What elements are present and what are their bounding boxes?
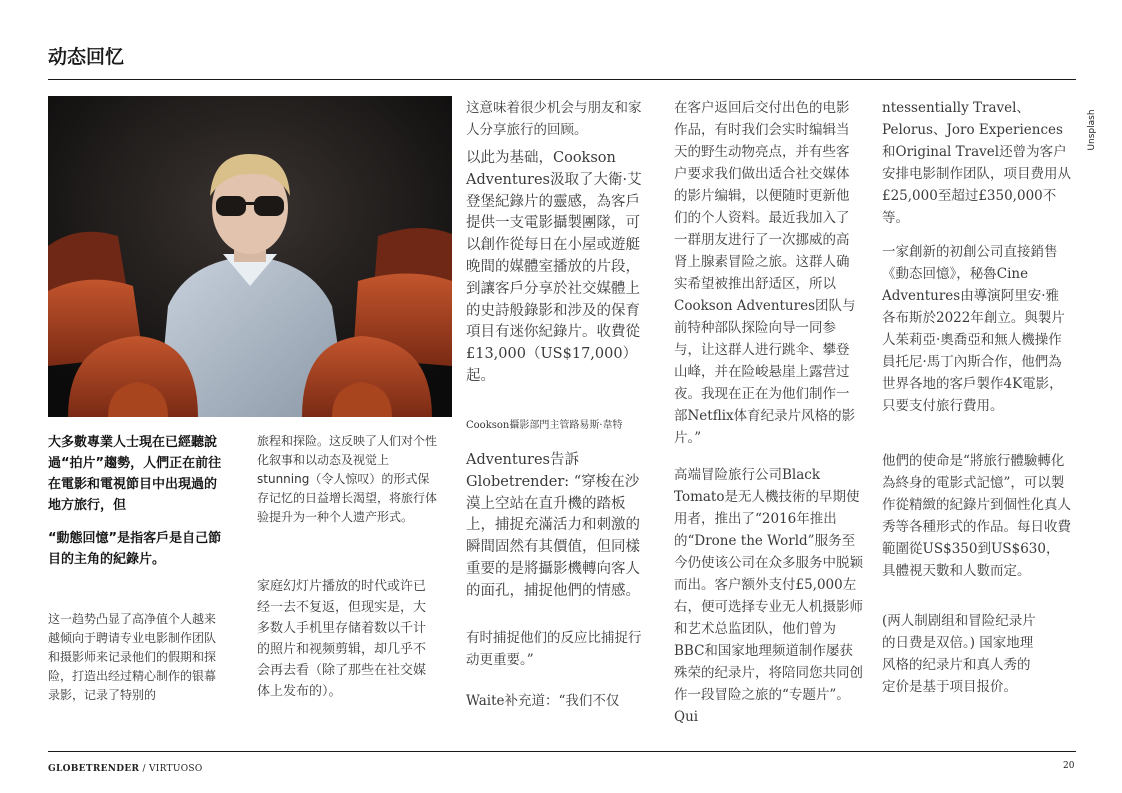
- page-title: 动态回忆: [48, 46, 125, 68]
- photo-credit-label: Unsplash: [1087, 109, 1097, 151]
- col3-para-5: Waite补充道：“我们不仅: [466, 693, 620, 709]
- col4-para-2: 高端冒险旅行公司Black Tomato是无人機技術的早期使用者，推出了“2016年推出的“Drone the World”服务至今仍使该公司在众多服务中脱颖而出。客户额外支付£5,000左右，便可选择专业无人机摄影师和艺术总监团队，他们曾为BBC和国家地理频道制作屡获殊荣的纪录片，将陪同您共同创作一段冒险之旅的“专题片”。Qui: [674, 467, 863, 725]
- page-number: 20: [1063, 761, 1075, 771]
- col5-para-2: 一家創新的初創公司直接銷售《動态回憶》，秘魯Cine Adventures由導演阿里安·雅各布斯於2022年創立。與製片人茱莉亞·奧喬亞和無人機操作員托尼·馬丁內斯合作，他們為世界各地的客戶製作4K電影，只要支付旅行費用。: [882, 244, 1065, 414]
- col5-para-3: 他們的使命是“將旅行體驗轉化為終身的電影式記憶”，可以製作從精緻的紀錄片到個性化真人秀等各種形式的作品。每日收費範圍從US$350到US$630，具體視天數和人數而定。: [882, 453, 1071, 579]
- col2-para-2: 家庭幻灯片播放的时代或许已经一去不复返，但现实是，大多数人手机里存储着数以千计的照片和视频剪辑，却几乎不会再去看（除了那些在社交媒体上发布的）。: [257, 579, 427, 699]
- col1-body: 这一趋势凸显了高净值个人越来越倾向于聘请专业电影制作团队和摄影师来记录他们的假期和探险，打造出经过精心制作的银幕录影，记录了特别的: [48, 612, 217, 702]
- col3-para-1: 这意味着很少机会与朋友和家人分享旅行的回顾。: [466, 100, 642, 138]
- col3-para-4: 有时捕捉他们的反应比捕捉行动更重要。”: [466, 630, 642, 668]
- top-divider: [48, 79, 1076, 80]
- footer-publication: [48, 764, 203, 774]
- bottom-divider: [48, 751, 1076, 752]
- lead-paragraph-highlight: “動態回憶”是指客戶是自己節目的主角的紀錄片。: [48, 531, 222, 567]
- footer-partner: / VIRTUOSO: [139, 764, 203, 774]
- col5-para-4: (两人制剧组和冒险纪录片的日费是双倍。) 国家地理风格的纪录片和真人秀的定价是基于项目报价。: [882, 613, 1036, 695]
- photo-credit: [1084, 100, 1100, 160]
- col3-quote: Adventures告訴Globetrender: “穿梭在沙漠上空站在直升機的踏板上，捕捉充滿活力和刺激的瞬間固然有其價值，但同樣重要的是將攝影機轉向客人的面孔，捕捉他們的情感。: [466, 452, 640, 599]
- feature-photo: [48, 96, 452, 417]
- col4-para-1: 在客户返回后交付出色的电影作品，有时我们会实时编辑当天的野生动物亮点，并有些客户要求我们做出适合社交媒体的影片编辑，以便随时更新他们的个人资料。最近我加入了一群朋友进行了一次挪威的高肾上腺素冒险之旅。这群人确实希望被推出舒适区，所以Cookson Adventures团队与前特种部队探险向导一同参与，让这群人进行跳伞、攀登山峰，并在险峻悬崖上露营过夜。我现在正在为他们制作一部Netflix体育纪录片风格的影片。”: [674, 100, 856, 446]
- col5-para-1: ntessentially Travel、Pelorus、Joro Experiences和Original Travel还曾为客户安排电影制作团队，项目费用从£25,000至超过£350,000不等。: [882, 100, 1071, 226]
- col3-para-2: 以此为基础，Cookson Adventures汲取了大衛·艾登堡紀錄片的靈感，為客戶提供一支電影攝製團隊，可以創作從每日在小屋或遊艇晚間的媒體室播放的片段，到讓客戶分享於社交媒體上的史詩般錄影和涉及的保育項目有迷你紀錄片。收費從£13,000（US$17,000）起。: [466, 150, 642, 384]
- col2-para-1: 旅程和探险。这反映了人们对个性化叙事和以动态及视觉上 stunning（令人惊叹）的形式保存记忆的日益增长渴望，将旅行体验提升为一种个人遗产形式。: [257, 434, 438, 524]
- lead-paragraph: 大多數專業人士現在已經聽說過“拍片”趨勢，人們正在前往在電影和電視節目中出現過的地方旅行，但: [48, 435, 222, 513]
- photo-caption: Cookson攝影部門主管路易斯·韋特: [466, 420, 623, 431]
- footer-brand: GLOBETRENDER: [48, 764, 140, 774]
